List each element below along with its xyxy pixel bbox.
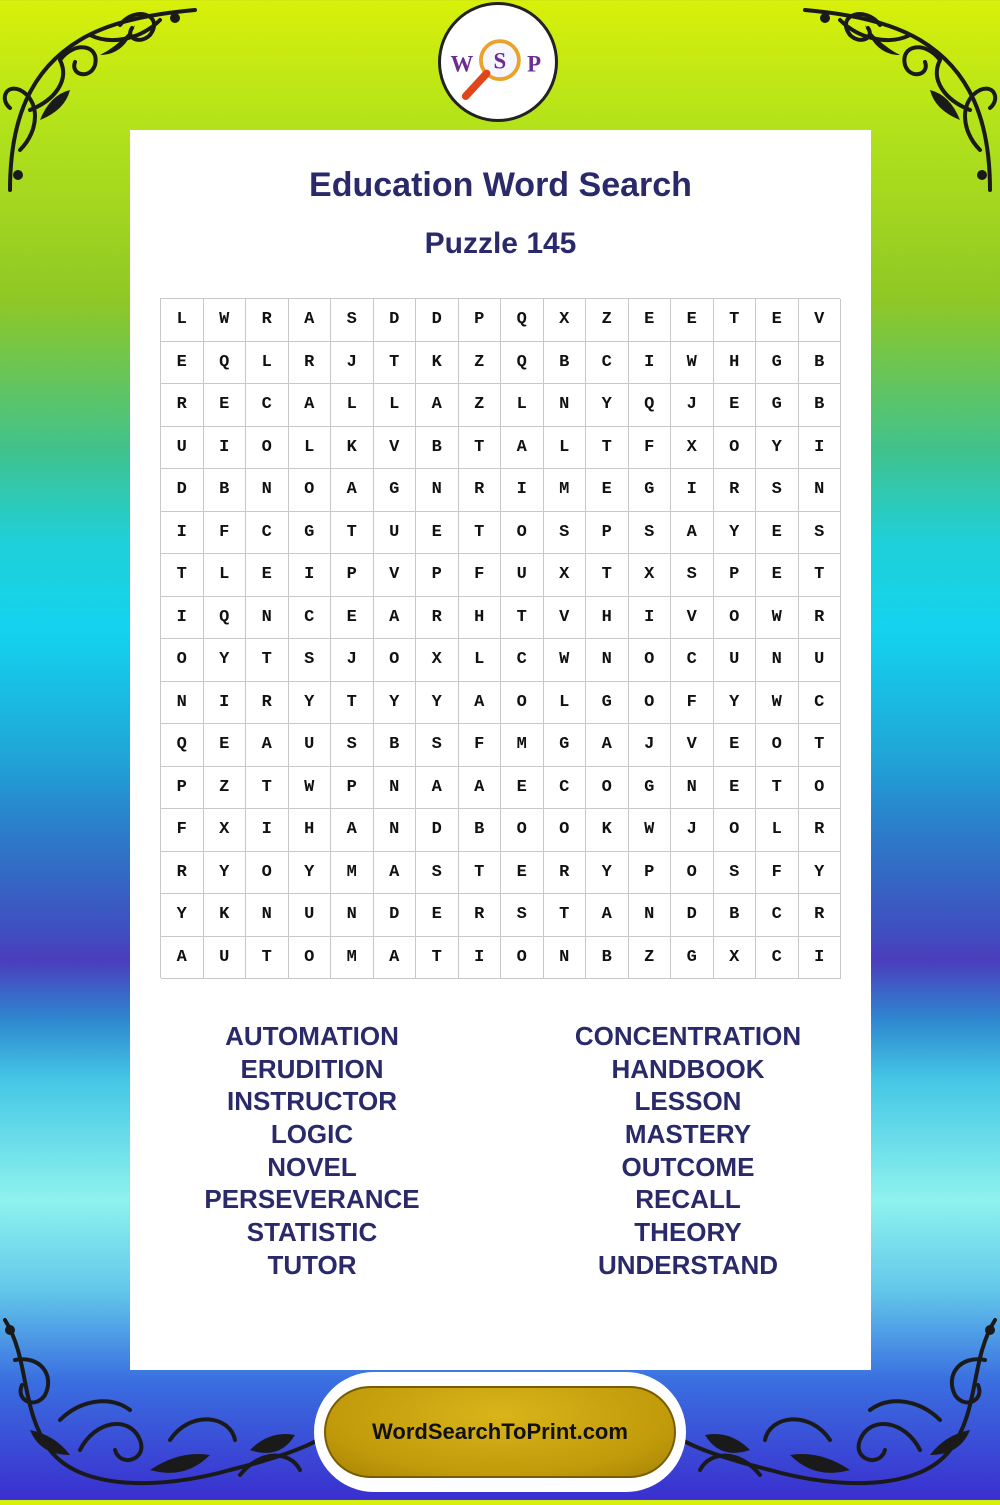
grid-cell[interactable]: B (416, 427, 459, 470)
grid-cell[interactable]: E (501, 767, 544, 810)
grid-cell[interactable]: Z (629, 937, 672, 980)
grid-cell[interactable]: O (501, 937, 544, 980)
grid-cell[interactable]: I (799, 427, 842, 470)
grid-cell[interactable]: V (671, 724, 714, 767)
grid-cell[interactable]: C (544, 767, 587, 810)
grid-cell[interactable]: T (331, 512, 374, 555)
grid-cell[interactable]: N (246, 597, 289, 640)
grid-cell[interactable]: A (416, 767, 459, 810)
grid-cell[interactable]: S (756, 469, 799, 512)
grid-cell[interactable]: T (544, 894, 587, 937)
word-list-item: MASTERY (624, 1119, 752, 1150)
grid-cell[interactable]: N (671, 767, 714, 810)
word-list-item: PERSEVERANCE (204, 1184, 420, 1215)
grid-cell[interactable]: E (714, 724, 757, 767)
grid-cell[interactable]: T (586, 554, 629, 597)
grid-cell[interactable]: E (416, 512, 459, 555)
grid-cell[interactable]: G (671, 937, 714, 980)
grid-cell[interactable]: O (799, 767, 842, 810)
grid-cell[interactable]: E (714, 384, 757, 427)
grid-cell[interactable]: O (501, 809, 544, 852)
grid-cell[interactable]: N (374, 809, 417, 852)
grid-cell[interactable]: X (544, 554, 587, 597)
grid-cell[interactable]: R (799, 894, 842, 937)
grid-cell[interactable]: O (629, 639, 672, 682)
grid-cell[interactable]: O (501, 512, 544, 555)
word-list-item: HANDBOOK (611, 1053, 765, 1084)
grid-cell[interactable]: B (459, 809, 502, 852)
grid-cell[interactable]: D (416, 299, 459, 342)
grid-cell[interactable]: O (756, 724, 799, 767)
word-list-item: THEORY (634, 1217, 742, 1248)
grid-cell[interactable]: D (416, 809, 459, 852)
grid-cell[interactable]: U (714, 639, 757, 682)
grid-cell[interactable]: L (501, 384, 544, 427)
grid-cell[interactable]: T (799, 724, 842, 767)
grid-cell[interactable]: F (459, 554, 502, 597)
grid-cell[interactable]: N (331, 894, 374, 937)
grid-cell[interactable]: L (756, 809, 799, 852)
grid-cell[interactable]: C (289, 597, 332, 640)
grid-cell[interactable]: F (756, 852, 799, 895)
grid-cell[interactable]: R (459, 894, 502, 937)
grid-cell[interactable]: Y (374, 682, 417, 725)
grid-cell[interactable]: R (799, 809, 842, 852)
grid-cell[interactable]: T (374, 342, 417, 385)
grid-cell[interactable]: Q (204, 342, 247, 385)
grid-cell[interactable]: Y (756, 427, 799, 470)
grid-cell[interactable]: T (331, 682, 374, 725)
grid-cell[interactable]: F (629, 427, 672, 470)
grid-cell[interactable]: F (161, 809, 204, 852)
grid-cell[interactable]: S (799, 512, 842, 555)
grid-cell[interactable]: J (331, 639, 374, 682)
grid-cell[interactable]: J (671, 384, 714, 427)
grid-cell[interactable]: P (416, 554, 459, 597)
grid-cell[interactable]: Q (501, 342, 544, 385)
wsp-logo[interactable] (438, 2, 558, 122)
grid-cell[interactable]: O (246, 852, 289, 895)
grid-cell[interactable]: D (161, 469, 204, 512)
grid-cell[interactable]: E (416, 894, 459, 937)
grid-cell[interactable]: T (501, 597, 544, 640)
grid-cell[interactable]: Y (586, 852, 629, 895)
grid-cell[interactable]: B (799, 342, 842, 385)
grid-cell[interactable]: T (246, 639, 289, 682)
grid-cell[interactable]: F (671, 682, 714, 725)
grid-cell[interactable]: T (161, 554, 204, 597)
grid-cell[interactable]: I (629, 597, 672, 640)
grid-cell[interactable]: T (459, 427, 502, 470)
grid-cell[interactable]: A (459, 767, 502, 810)
grid-cell[interactable]: Y (204, 639, 247, 682)
word-list-item: LOGIC (270, 1119, 354, 1150)
word-list-item: STATISTIC (246, 1217, 378, 1248)
grid-cell[interactable]: O (671, 852, 714, 895)
grid-cell[interactable]: Y (416, 682, 459, 725)
grid-cell[interactable]: G (756, 384, 799, 427)
grid-cell[interactable]: O (714, 427, 757, 470)
grid-cell[interactable]: E (671, 299, 714, 342)
grid-cell[interactable]: B (204, 469, 247, 512)
grid-cell[interactable]: N (374, 767, 417, 810)
grid-cell[interactable]: B (799, 384, 842, 427)
grid-cell[interactable]: G (629, 469, 672, 512)
grid-cell[interactable]: W (756, 597, 799, 640)
grid-cell[interactable]: I (161, 597, 204, 640)
magnifying-glass-icon (441, 5, 555, 119)
grid-cell[interactable]: L (161, 299, 204, 342)
grid-cell[interactable]: V (544, 597, 587, 640)
grid-cell[interactable]: R (799, 597, 842, 640)
grid-cell[interactable]: I (629, 342, 672, 385)
grid-cell[interactable]: G (756, 342, 799, 385)
grid-cell[interactable]: W (629, 809, 672, 852)
grid-cell[interactable]: C (756, 894, 799, 937)
grid-cell[interactable]: M (331, 937, 374, 980)
grid-cell[interactable]: T (799, 554, 842, 597)
grid-cell[interactable]: I (204, 427, 247, 470)
word-list-item: LESSON (634, 1086, 742, 1117)
grid-cell[interactable]: L (544, 427, 587, 470)
grid-cell[interactable]: S (416, 724, 459, 767)
grid-cell[interactable]: S (544, 512, 587, 555)
grid-cell[interactable]: A (331, 469, 374, 512)
grid-cell[interactable]: L (204, 554, 247, 597)
grid-cell[interactable]: T (459, 512, 502, 555)
grid-cell[interactable]: P (331, 554, 374, 597)
grid-cell[interactable]: X (714, 937, 757, 980)
grid-cell[interactable]: K (331, 427, 374, 470)
grid-cell[interactable]: J (671, 809, 714, 852)
grid-cell[interactable]: S (629, 512, 672, 555)
grid-cell[interactable]: T (416, 937, 459, 980)
grid-cell[interactable]: E (586, 469, 629, 512)
grid-cell[interactable]: G (586, 682, 629, 725)
grid-cell[interactable]: N (629, 894, 672, 937)
grid-cell[interactable]: B (714, 894, 757, 937)
grid-cell[interactable]: O (629, 682, 672, 725)
grid-cell[interactable]: N (799, 469, 842, 512)
grid-cell[interactable]: U (289, 894, 332, 937)
grid-cell[interactable]: M (544, 469, 587, 512)
grid-cell[interactable]: I (246, 809, 289, 852)
grid-cell[interactable]: L (289, 427, 332, 470)
grid-cell[interactable]: E (204, 384, 247, 427)
grid-cell[interactable]: H (459, 597, 502, 640)
grid-cell[interactable]: F (204, 512, 247, 555)
grid-cell[interactable]: S (416, 852, 459, 895)
grid-cell[interactable]: K (416, 342, 459, 385)
grid-cell[interactable]: Y (161, 894, 204, 937)
grid-cell[interactable]: B (544, 342, 587, 385)
grid-cell[interactable]: P (331, 767, 374, 810)
grid-cell[interactable]: O (289, 469, 332, 512)
grid-cell[interactable]: O (714, 809, 757, 852)
grid-cell[interactable]: A (586, 724, 629, 767)
grid-cell[interactable]: W (289, 767, 332, 810)
grid-cell[interactable]: O (289, 937, 332, 980)
grid-cell[interactable]: H (586, 597, 629, 640)
grid-cell[interactable]: E (246, 554, 289, 597)
grid-cell[interactable]: G (544, 724, 587, 767)
grid-cell[interactable]: C (246, 384, 289, 427)
grid-cell[interactable]: V (799, 299, 842, 342)
grid-cell[interactable]: Z (586, 299, 629, 342)
grid-cell[interactable]: S (501, 894, 544, 937)
grid-cell[interactable]: E (756, 299, 799, 342)
grid-cell[interactable]: L (544, 682, 587, 725)
grid-cell[interactable]: L (374, 384, 417, 427)
grid-cell[interactable]: N (756, 639, 799, 682)
grid-cell[interactable]: A (289, 384, 332, 427)
page-title: Education Word Search (309, 166, 692, 204)
grid-cell[interactable]: O (501, 682, 544, 725)
grid-cell[interactable]: I (204, 682, 247, 725)
word-list-left (152, 1020, 472, 1282)
grid-cell[interactable]: R (544, 852, 587, 895)
grid-cell[interactable]: I (459, 937, 502, 980)
grid-cell[interactable]: H (714, 342, 757, 385)
grid-cell[interactable]: W (756, 682, 799, 725)
grid-cell[interactable]: L (459, 639, 502, 682)
grid-cell[interactable]: R (459, 469, 502, 512)
grid-cell[interactable]: I (289, 554, 332, 597)
grid-cell[interactable]: A (331, 809, 374, 852)
grid-cell[interactable]: Y (289, 682, 332, 725)
grid-cell[interactable]: N (544, 937, 587, 980)
grid-cell[interactable]: A (374, 852, 417, 895)
word-list-item: TUTOR (267, 1249, 357, 1280)
grid-cell[interactable]: C (799, 682, 842, 725)
grid-cell[interactable]: X (544, 299, 587, 342)
grid-cell[interactable]: W (671, 342, 714, 385)
website-button[interactable]: WordSearchToPrint.com (324, 1386, 676, 1478)
grid-cell[interactable]: L (246, 342, 289, 385)
grid-cell[interactable]: A (416, 384, 459, 427)
grid-cell[interactable]: E (161, 342, 204, 385)
grid-cell[interactable]: M (501, 724, 544, 767)
logo-letter-p: P (527, 51, 542, 77)
grid-cell[interactable]: N (246, 894, 289, 937)
grid-cell[interactable]: A (671, 512, 714, 555)
grid-cell[interactable]: W (204, 299, 247, 342)
grid-cell[interactable]: X (204, 809, 247, 852)
grid-cell[interactable]: Z (459, 342, 502, 385)
grid-cell[interactable]: S (714, 852, 757, 895)
grid-cell[interactable]: P (586, 512, 629, 555)
grid-cell[interactable]: R (416, 597, 459, 640)
grid-cell[interactable]: D (374, 299, 417, 342)
grid-cell[interactable]: Q (204, 597, 247, 640)
grid-cell[interactable]: K (204, 894, 247, 937)
word-list-item: RECALL (635, 1184, 741, 1215)
word-list-item: NOVEL (267, 1151, 357, 1182)
grid-cell[interactable]: R (714, 469, 757, 512)
grid-cell[interactable]: T (459, 852, 502, 895)
grid-cell[interactable]: E (204, 724, 247, 767)
grid-cell[interactable]: P (459, 299, 502, 342)
grid-cell[interactable]: R (161, 852, 204, 895)
grid-cell[interactable]: I (501, 469, 544, 512)
word-list-item: OUTCOME (621, 1151, 755, 1182)
word-list-item: INSTRUCTOR (227, 1086, 397, 1117)
grid-cell[interactable]: U (374, 512, 417, 555)
grid-cell[interactable]: R (289, 342, 332, 385)
grid-cell[interactable]: H (289, 809, 332, 852)
grid-cell[interactable]: N (246, 469, 289, 512)
grid-cell[interactable]: P (714, 554, 757, 597)
grid-cell[interactable]: O (246, 427, 289, 470)
grid-cell[interactable]: O (586, 767, 629, 810)
word-list-item: AUTOMATION (225, 1021, 399, 1051)
grid-cell[interactable]: T (586, 427, 629, 470)
grid-cell[interactable]: A (459, 682, 502, 725)
grid-cell[interactable]: Z (204, 767, 247, 810)
grid-cell[interactable]: C (756, 937, 799, 980)
grid-cell[interactable]: Q (501, 299, 544, 342)
grid-cell[interactable]: N (161, 682, 204, 725)
grid-cell[interactable]: C (671, 639, 714, 682)
grid-cell[interactable]: E (714, 767, 757, 810)
grid-cell[interactable]: S (289, 639, 332, 682)
grid-cell[interactable]: A (501, 427, 544, 470)
grid-cell[interactable]: B (374, 724, 417, 767)
grid-cell[interactable]: Y (204, 852, 247, 895)
grid-cell[interactable]: I (161, 512, 204, 555)
grid-cell[interactable]: X (416, 639, 459, 682)
grid-cell[interactable]: Y (799, 852, 842, 895)
word-list-right (528, 1020, 848, 1282)
grid-cell[interactable]: L (331, 384, 374, 427)
grid-cell[interactable]: E (756, 512, 799, 555)
grid-cell[interactable]: Y (289, 852, 332, 895)
grid-cell[interactable]: Q (161, 724, 204, 767)
logo-letter-s: S (493, 48, 507, 74)
grid-cell[interactable]: T (246, 937, 289, 980)
grid-cell[interactable]: C (586, 342, 629, 385)
grid-cell[interactable]: V (374, 554, 417, 597)
grid-cell[interactable]: Y (714, 512, 757, 555)
word-list-item: ERUDITION (240, 1053, 384, 1084)
grid-cell[interactable]: G (374, 469, 417, 512)
grid-cell[interactable]: V (671, 597, 714, 640)
grid-cell[interactable]: Q (629, 384, 672, 427)
grid-cell[interactable]: I (671, 469, 714, 512)
grid-cell[interactable]: P (161, 767, 204, 810)
grid-cell[interactable]: R (246, 682, 289, 725)
grid-cell[interactable]: V (374, 427, 417, 470)
grid-cell[interactable]: U (289, 724, 332, 767)
puzzle-number: Puzzle 145 (424, 227, 577, 260)
grid-cell[interactable]: E (501, 852, 544, 895)
grid-cell[interactable]: C (501, 639, 544, 682)
grid-cell[interactable]: A (586, 894, 629, 937)
grid-cell[interactable]: R (161, 384, 204, 427)
grid-cell[interactable]: U (204, 937, 247, 980)
grid-cell[interactable]: S (331, 299, 374, 342)
grid-cell[interactable]: D (374, 894, 417, 937)
grid-cell[interactable]: N (416, 469, 459, 512)
grid-cell[interactable]: C (246, 512, 289, 555)
grid-cell[interactable]: N (586, 639, 629, 682)
grid-cell[interactable]: D (671, 894, 714, 937)
grid-cell[interactable]: J (629, 724, 672, 767)
grid-cell[interactable]: G (289, 512, 332, 555)
grid-cell[interactable]: E (331, 597, 374, 640)
logo-letter-w: W (450, 51, 474, 77)
grid-cell[interactable]: O (161, 639, 204, 682)
grid-cell[interactable]: Y (714, 682, 757, 725)
grid-cell[interactable]: B (586, 937, 629, 980)
grid-cell[interactable]: E (629, 299, 672, 342)
grid-cell[interactable]: O (544, 809, 587, 852)
grid-cell[interactable]: W (544, 639, 587, 682)
grid-cell[interactable]: T (714, 299, 757, 342)
grid-cell[interactable]: J (331, 342, 374, 385)
grid-cell[interactable]: S (331, 724, 374, 767)
grid-cell[interactable]: S (671, 554, 714, 597)
grid-cell[interactable]: X (629, 554, 672, 597)
grid-cell[interactable]: P (629, 852, 672, 895)
letter-grid[interactable] (160, 298, 840, 978)
grid-cell[interactable]: T (756, 767, 799, 810)
grid-cell[interactable]: K (586, 809, 629, 852)
grid-cell[interactable]: T (246, 767, 289, 810)
grid-cell[interactable]: X (671, 427, 714, 470)
grid-cell[interactable]: A (374, 937, 417, 980)
grid-cell[interactable]: A (161, 937, 204, 980)
grid-cell[interactable]: U (501, 554, 544, 597)
grid-cell[interactable]: Y (586, 384, 629, 427)
grid-cell[interactable]: U (161, 427, 204, 470)
grid-cell[interactable]: A (374, 597, 417, 640)
grid-cell[interactable]: N (544, 384, 587, 427)
word-list-item: UNDERSTAND (597, 1249, 779, 1280)
grid-cell[interactable]: R (246, 299, 289, 342)
grid-cell[interactable]: O (714, 597, 757, 640)
grid-cell[interactable]: U (799, 639, 842, 682)
grid-cell[interactable]: I (799, 937, 842, 980)
grid-cell[interactable]: G (629, 767, 672, 810)
grid-cell[interactable]: A (246, 724, 289, 767)
grid-cell[interactable]: A (289, 299, 332, 342)
grid-cell[interactable]: Z (459, 384, 502, 427)
grid-cell[interactable]: O (374, 639, 417, 682)
grid-cell[interactable]: M (331, 852, 374, 895)
word-list-item: CONCENTRATION (574, 1021, 802, 1051)
grid-cell[interactable]: E (756, 554, 799, 597)
grid-cell[interactable]: F (459, 724, 502, 767)
